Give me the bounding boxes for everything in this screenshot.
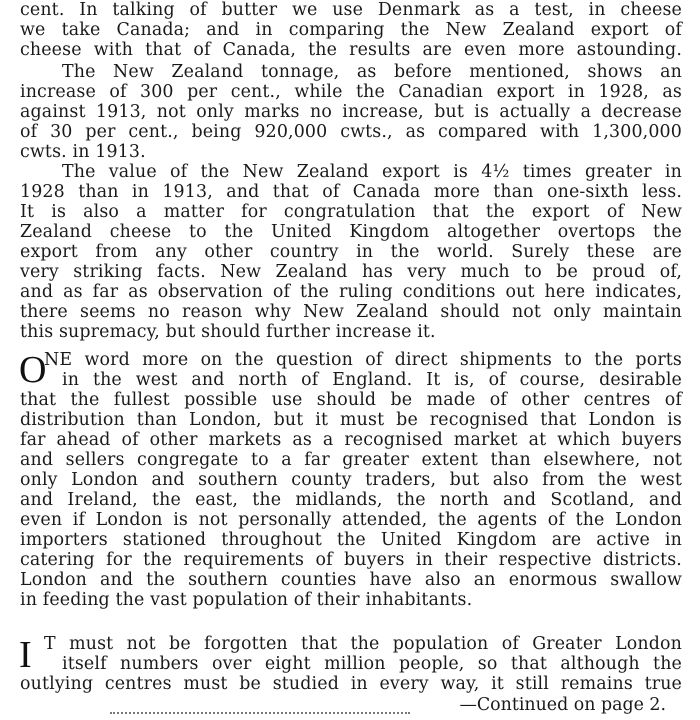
- text-line: cwts. in 1913.: [20, 142, 146, 162]
- drop-cap: O: [19, 349, 47, 391]
- text-line: this supremacy, but should further increase it.: [20, 322, 436, 342]
- text-line: distribution than London, but it must be recognised that London is: [20, 410, 682, 430]
- text-line: in feeding the vast population of their inhabitants.: [20, 590, 473, 610]
- text-line: even if London is not personally attended, the agents of the London: [20, 510, 682, 530]
- text-line: NE word more on the question of direct shipments to the ports: [44, 350, 682, 370]
- text-line: we take Canada; and in comparing the New Zealand export of: [20, 20, 682, 40]
- text-line: of 30 per cent., being 920,000 cwts., as compared with 1,300,000: [20, 122, 682, 142]
- text-line: there seems no reason why New Zealand should not only maintain: [20, 302, 682, 322]
- text-line: The New Zealand tonnage, as before mentioned, shows an: [62, 62, 682, 82]
- text-line: and Ireland, the east, the midlands, the north and Scotland, and: [20, 490, 682, 510]
- text-line: catering for the requirements of buyers in their respective districts.: [20, 550, 682, 570]
- continued-note: —Continued on page 2.: [459, 695, 666, 715]
- text-line: that the fullest possible use should be made of other centres of: [20, 390, 682, 410]
- text-line: very striking facts. New Zealand has very much to be proud of,: [20, 262, 682, 282]
- text-line: T must not be forgotten that the population of Greater London: [44, 634, 682, 654]
- text-line: cent. In talking of butter we use Denmark as a test, in cheese: [20, 0, 682, 20]
- text-line: and sellers congregate to a far greater extent than elsewhere, not: [20, 450, 682, 470]
- text-line: It is also a matter for congratulation that the export of New: [20, 202, 682, 222]
- drop-cap: I: [19, 634, 32, 676]
- text-line: Zealand cheese to the United Kingdom altogether overtops the: [20, 222, 682, 242]
- text-line: increase of 300 per cent., while the Canadian export in 1928, as: [20, 82, 682, 102]
- text-line: importers stationed throughout the United Kingdom are active in: [20, 530, 682, 550]
- text-line: London and the southern counties have also an enormous swallow: [20, 570, 682, 590]
- article-page: [20, 0, 680, 720]
- text-line: cheese with that of Canada, the results are even more astounding.: [20, 40, 682, 60]
- text-line: The value of the New Zealand export is 4½ times greater in: [62, 162, 682, 182]
- text-line: only London and southern county traders, but also from the west: [20, 470, 682, 490]
- text-line: 1928 than in 1913, and that of Canada more than one-sixth less.: [20, 182, 682, 202]
- dotted-divider: [110, 712, 410, 718]
- text-line: against 1913, not only marks no increase, but is actually a decrease: [20, 102, 682, 122]
- text-line: in the west and north of England. It is, of course, desirable: [62, 370, 682, 390]
- text-line: far ahead of other markets as a recognised market at which buyers: [20, 430, 682, 450]
- text-line: export from any other country in the world. Surely these are: [20, 242, 682, 262]
- text-line: and as far as observation of the ruling conditions out here indicates,: [20, 282, 682, 302]
- text-line: itself numbers over eight million people, so that although the: [62, 654, 682, 674]
- text-line: outlying centres must be studied in every way, it still remains true: [20, 674, 682, 694]
